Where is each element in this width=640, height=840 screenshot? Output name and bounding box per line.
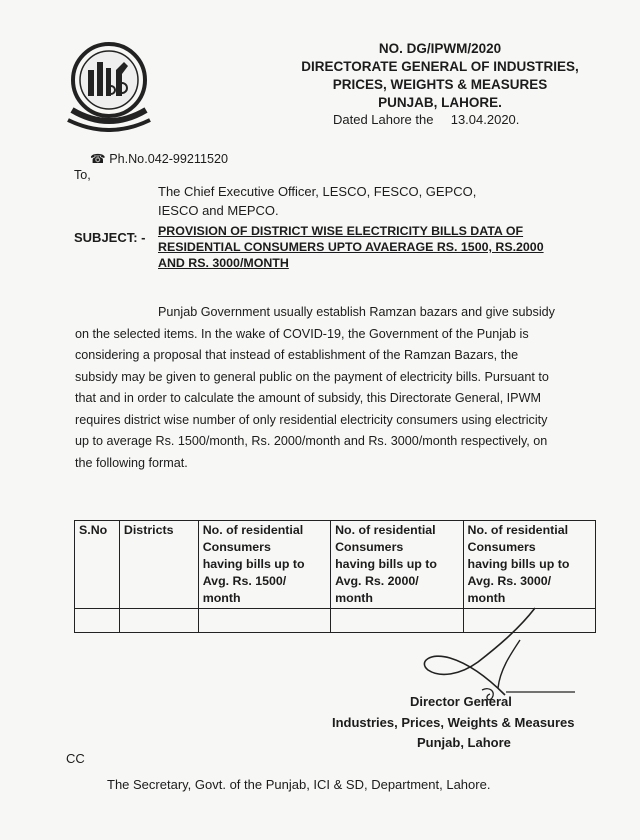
header-3000: No. of residential Consumers having bills up to Avg. Rs. 3000/ month <box>463 521 595 609</box>
body-line: the following format. <box>75 455 188 470</box>
org-name-line1: DIRECTORATE GENERAL OF INDUSTRIES, <box>301 59 579 74</box>
cc-recipient: The Secretary, Govt. of the Punjab, ICI & SD, Department, Lahore. <box>107 777 491 792</box>
signatory-title: Director General <box>410 694 512 709</box>
to-label: To, <box>74 168 91 182</box>
recipient-line2: IESCO and MEPCO. <box>158 203 279 218</box>
letter-date: 13.04.2020. <box>450 112 520 127</box>
reference-number: NO. DG/IPWM/2020 <box>378 41 502 56</box>
body-paragraph <box>75 302 605 474</box>
header-sno: S.No <box>75 521 120 609</box>
subject-line1: PROVISION OF DISTRICT WISE ELECTRICITY BILLS DATA OF <box>158 224 524 238</box>
phone-icon: ☎ <box>90 152 106 166</box>
dated-label: Dated Lahore the <box>333 112 434 127</box>
directorate-logo-icon <box>66 40 152 132</box>
recipient-line1: The Chief Executive Officer, LESCO, FESCO, GEPCO, <box>158 184 477 199</box>
signatory-org-line1: Industries, Prices, Weights & Measures <box>332 715 575 730</box>
body-line: Punjab Government usually establish Ramzan bazars and give subsidy <box>158 305 555 319</box>
body-line: on the selected items. In the wake of COVID-19, the Government of the Punjab is <box>75 326 529 341</box>
subject-line3: AND RS. 3000/MONTH <box>158 256 289 270</box>
header-2000: No. of residential Consumers having bills up to Avg. Rs. 2000/ month <box>331 521 463 609</box>
body-line: up to average Rs. 1500/month, Rs. 2000/month and Rs. 3000/month respectively, on <box>75 434 548 448</box>
body-line: considering a proposal that instead of establishment of the Ramzan Bazars, the <box>75 348 519 362</box>
body-line: requires district wise number of only residential electricity consumers using electricity <box>75 412 548 427</box>
table-cell <box>198 609 330 633</box>
table-cell <box>119 609 198 633</box>
header-1500: No. of residential Consumers having bills up to Avg. Rs. 1500/ month <box>198 521 330 609</box>
org-name-line2: PRICES, WEIGHTS & MEASURES <box>332 77 548 92</box>
subject-line2: RESIDENTIAL CONSUMERS UPTO AVAERAGE RS. 1500, RS.2000 <box>158 240 544 254</box>
signatory-org-line2: Punjab, Lahore <box>417 735 511 750</box>
phone-number: Ph.No.042-99211520 <box>109 152 228 166</box>
body-line: that and in order to calculate the amount of subsidy, this Directorate General, IPWM <box>75 391 541 405</box>
subject-label: SUBJECT: - <box>74 230 146 245</box>
org-name-line3: PUNJAB, LAHORE. <box>378 95 502 110</box>
cc-label: CC <box>66 751 85 766</box>
body-line: subsidy may be given to general public on the payment of electricity bills. Pursuant to <box>75 369 549 384</box>
table-header-row <box>75 521 596 609</box>
table-cell <box>75 609 120 633</box>
header-districts: Districts <box>119 521 198 609</box>
